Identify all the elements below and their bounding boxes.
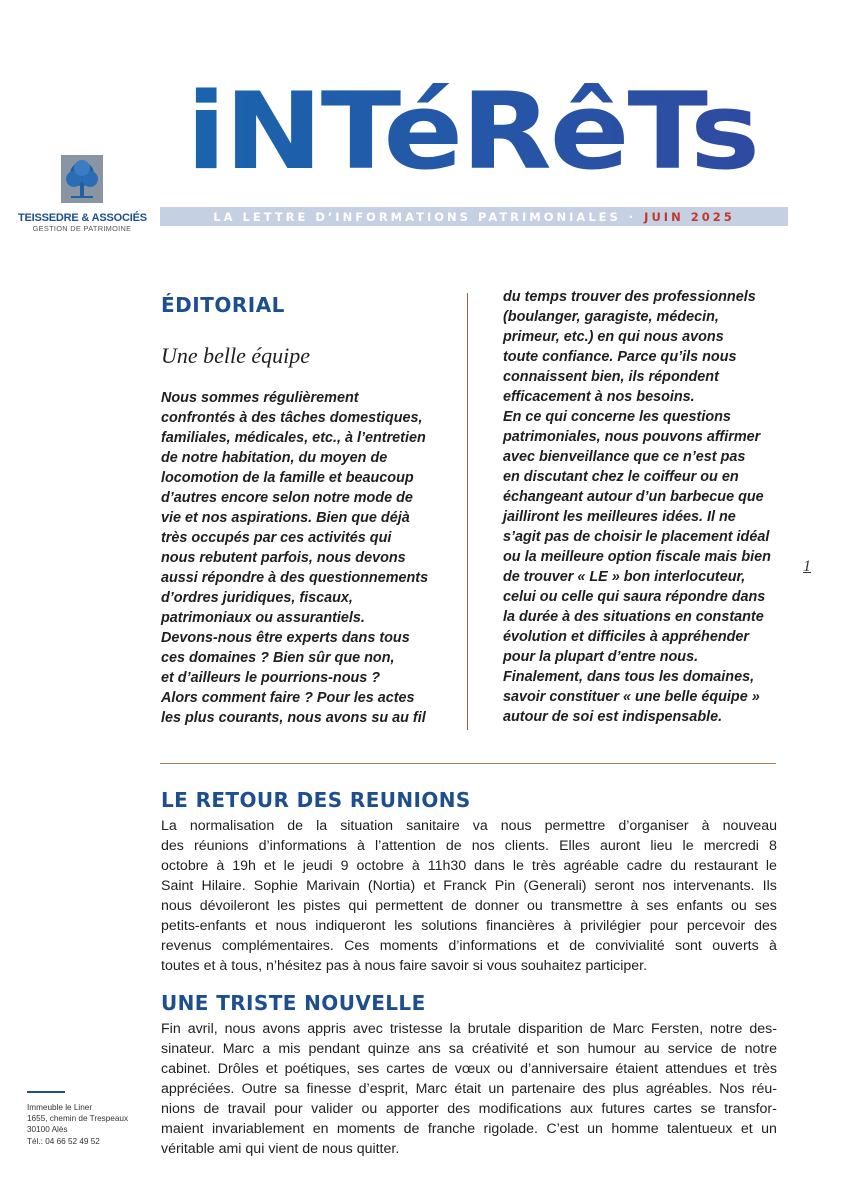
word: de <box>203 1101 220 1117</box>
word: Drôles <box>217 1061 259 1077</box>
word: intervenants. <box>673 878 755 894</box>
word: et <box>203 958 216 974</box>
word: à <box>216 858 225 874</box>
word: partenaire <box>511 1081 576 1097</box>
word: 8 <box>769 838 777 854</box>
editorial-line: En ce qui concerne les questions <box>503 409 731 425</box>
word: donner <box>474 898 520 914</box>
word: 19h <box>232 858 256 874</box>
editorial-line: patrimoniaux ou assurantiels. <box>161 610 365 626</box>
word: de <box>287 818 304 834</box>
word: véritable <box>161 1141 215 1157</box>
word: pas <box>325 958 349 974</box>
address-line: Tél.: 04 66 52 49 52 <box>27 1136 100 1146</box>
word: modifications <box>478 1101 562 1117</box>
word: dévoileront <box>199 898 270 914</box>
word: sont <box>675 938 702 954</box>
word: n’hésitez <box>265 958 322 974</box>
editorial-line: s’agit pas de choisir le placement idéal <box>503 529 770 545</box>
editorial-line: primeur, etc.) en qui nous avons <box>503 329 724 345</box>
word: et <box>547 938 559 954</box>
news-line <box>161 1079 777 1099</box>
word: d’organiser <box>618 818 689 834</box>
editorial-line: en discutant chez le coiffeur ou en <box>503 469 739 485</box>
editorial-line: d’ordres juridiques, fiscaux, <box>161 590 353 606</box>
word: situation <box>340 818 394 834</box>
word: à <box>219 958 228 974</box>
address-line: 30100 Alès <box>27 1125 68 1135</box>
word: Fersten, <box>651 1021 704 1037</box>
word: La <box>161 818 177 834</box>
word: sinateur. <box>161 1041 215 1057</box>
company-tagline: GESTION DE PATRIMOINE <box>32 224 132 233</box>
editorial-line: d’autres encore selon notre mode de <box>161 490 413 506</box>
word: cadre <box>626 858 663 874</box>
word: Ces <box>344 938 370 954</box>
word: cartes <box>653 1101 692 1117</box>
editorial-line: toute confiance. Parce qu’ils nous <box>503 349 737 365</box>
word: aux <box>570 1101 593 1117</box>
word: et <box>734 1061 747 1077</box>
address-line: Immeuble le Liner <box>27 1103 93 1112</box>
word: complémentaires. <box>221 938 334 954</box>
word: des <box>161 838 184 854</box>
editorial-line: très occupés par ces activités qui <box>161 530 392 546</box>
word: d’anniversaire <box>520 1061 609 1077</box>
editorial-subheading: Une belle équipe <box>161 343 311 368</box>
tree-logo-icon <box>61 155 103 203</box>
word: financières <box>486 918 555 934</box>
word: Sophie <box>253 878 298 894</box>
word: le <box>283 858 295 874</box>
word: 9 <box>340 858 349 874</box>
word: talentueux <box>667 1121 733 1137</box>
word: Hilaire. <box>201 878 246 894</box>
word: nous <box>364 958 396 974</box>
word: privilégier <box>580 918 641 934</box>
word: un <box>587 1121 603 1137</box>
news-body <box>161 1019 777 1159</box>
word: le <box>682 838 694 854</box>
word: (Generali) <box>523 878 587 894</box>
editorial-line: les plus courants, nous avons su au fil <box>161 710 426 726</box>
word: humour <box>587 1041 636 1057</box>
editorial-line: Finalement, dans tous les domaines, <box>503 669 755 685</box>
editorial-line: pour la plupart d’entre nous. <box>503 649 699 665</box>
word: la <box>316 818 328 834</box>
editorial-line: de trouver « LE » bon interlocuteur, <box>503 569 746 585</box>
word: avec <box>352 1021 383 1037</box>
editorial-line: autour de soi est indispensable. <box>503 709 723 725</box>
word: agréables. <box>645 1081 713 1097</box>
editorial-line: vie et nos aspirations. Bien que déjà <box>161 510 410 526</box>
meetings-line <box>161 876 777 896</box>
editorial-line: aussi répondre à des questionnements <box>161 570 429 586</box>
page-number: 1 <box>803 558 811 575</box>
word: à <box>769 938 777 954</box>
word: de <box>445 838 462 854</box>
word: les <box>394 918 413 934</box>
word: 11h30 <box>427 858 467 874</box>
word: souhaitez <box>520 958 582 974</box>
word: réunions <box>194 838 249 854</box>
word: et <box>263 858 276 874</box>
word: de <box>403 1121 420 1137</box>
editorial-line: efficacement à nos besoins. <box>503 389 695 405</box>
word: Marc <box>415 1081 448 1097</box>
word: notre <box>710 1021 743 1037</box>
word: valider <box>311 1101 353 1117</box>
word: ses <box>646 898 669 914</box>
editorial-line: de notre habitation, du moyen de <box>161 450 388 466</box>
word: Elles <box>559 838 590 854</box>
editorial-line: connaissent bien, ils répondent <box>503 369 719 385</box>
word: Fin <box>161 1021 181 1037</box>
word: les <box>277 898 296 914</box>
word: cartes <box>386 1061 425 1077</box>
word: indiqueront <box>315 918 386 934</box>
meetings-line <box>161 916 777 936</box>
company-name: TEISSEDRE & ASSOCIÉS <box>18 212 147 224</box>
word: d’esprit, <box>358 1081 409 1097</box>
word: permettre <box>544 818 606 834</box>
news-line <box>161 1039 777 1059</box>
word: appris <box>307 1021 346 1037</box>
word: et <box>740 1121 753 1137</box>
editorial-line: échangeant autour d’un barbecue que <box>503 489 764 505</box>
word: Saint <box>161 878 194 894</box>
word: seront <box>594 878 635 894</box>
word: apporter <box>385 1101 439 1117</box>
word: cabinet. <box>161 1061 211 1077</box>
word: était <box>454 1081 482 1097</box>
word: ami <box>218 1141 242 1157</box>
company-logo <box>18 155 146 233</box>
word: ou <box>527 898 543 914</box>
word: nous <box>161 898 192 914</box>
word: qui <box>348 898 368 914</box>
word: nions <box>161 1101 195 1117</box>
editorial-line: patrimoniales, nous pouvons affirmer <box>503 429 761 445</box>
word: Marc <box>222 1041 255 1057</box>
address-line: 1655, chemin de Trespeaux <box>27 1114 129 1124</box>
editorial-line: locomotion de la famille et beaucoup <box>161 470 414 486</box>
word: avons <box>262 1021 301 1037</box>
news-line <box>161 1119 777 1139</box>
word: restaurant <box>694 858 758 874</box>
word: pistes <box>303 898 341 914</box>
meetings-line <box>161 936 777 956</box>
word: nous <box>321 1141 353 1157</box>
word: convivialité <box>595 938 665 954</box>
word: Outre <box>241 1081 278 1097</box>
word: et <box>423 878 436 894</box>
word: Nos <box>719 1081 745 1097</box>
word: tous, <box>231 958 263 974</box>
word: un <box>488 1081 505 1097</box>
word: transfor- <box>724 1101 777 1117</box>
word: vient <box>268 1141 299 1157</box>
footer-rule <box>27 1091 65 1093</box>
meetings-line <box>161 896 777 916</box>
editorial-left-column <box>161 388 428 728</box>
word: à <box>630 898 639 914</box>
word: finesse <box>306 1081 352 1097</box>
word: sa <box>448 1041 464 1057</box>
word: poétiques, <box>284 1061 351 1077</box>
word: étaient <box>615 1061 659 1077</box>
word: toutes <box>161 958 200 974</box>
word: quitter. <box>356 1141 400 1157</box>
word: Marivain <box>306 878 360 894</box>
word: à <box>563 918 572 934</box>
word: percevoir <box>686 918 746 934</box>
editorial-line: nous rebutent parfois, nous devons <box>161 550 406 566</box>
word: brutale <box>467 1021 512 1037</box>
word: maient <box>161 1121 204 1137</box>
word: ou <box>497 1061 514 1077</box>
word: d’informations <box>448 938 537 954</box>
word: normalisation <box>189 818 275 834</box>
word: jeudi <box>302 858 333 874</box>
word: ou <box>361 1101 378 1117</box>
word: attendues <box>665 1061 728 1077</box>
word: au <box>643 1041 660 1057</box>
word: octobre <box>161 858 209 874</box>
office-address <box>27 1102 128 1147</box>
news-line <box>161 1019 777 1039</box>
word: d’informations <box>258 838 347 854</box>
word: participer. <box>585 958 648 974</box>
word: transmettre <box>550 898 623 914</box>
editorial-line: familiales, médicales, etc., à l’entretien <box>161 430 426 446</box>
word: futures <box>601 1101 645 1117</box>
word: dans <box>474 858 505 874</box>
word: appréciées. <box>161 1081 235 1097</box>
word: ans <box>417 1041 441 1057</box>
word: de <box>302 1141 319 1157</box>
editorial-line: jailliront les meilleures idées. Il ne <box>503 509 736 525</box>
word: à <box>411 858 420 874</box>
word: rigolade. <box>483 1121 538 1137</box>
news-line <box>161 1059 777 1079</box>
word: son <box>556 1041 580 1057</box>
editorial-line: celui ou celle qui saura répondre dans <box>503 589 766 605</box>
word: C’est <box>546 1121 579 1137</box>
issue-date: JUIN 2025 <box>644 209 735 224</box>
meetings-body <box>161 816 777 976</box>
word: homme <box>611 1121 659 1137</box>
news-heading: UNE TRISTE NOUVELLE <box>161 991 426 1015</box>
word: des <box>754 918 777 934</box>
editorial-line: Devons-nous être experts dans tous <box>161 630 410 646</box>
editorial-line: ces domaines ? Bien sûr que non, <box>161 650 395 666</box>
word: de <box>431 1061 448 1077</box>
word: des <box>582 1081 606 1097</box>
editorial-right-column <box>503 287 771 727</box>
editorial-line: confrontés à des tâches domestiques, <box>161 410 423 426</box>
word: franche <box>427 1121 476 1137</box>
word: Marc <box>612 1021 645 1037</box>
word: clients. <box>504 838 549 854</box>
word: quinze <box>367 1041 410 1057</box>
editorial-line: savoir constituer « une belle équipe » <box>503 689 760 705</box>
word: se <box>700 1101 716 1117</box>
word: sanitaire <box>406 818 460 834</box>
word: va <box>472 818 488 834</box>
word: très <box>531 858 556 874</box>
word: a <box>262 1041 271 1057</box>
news-line <box>161 1099 777 1119</box>
word: auront <box>599 838 641 854</box>
word: invariablement <box>212 1121 305 1137</box>
word: lieu <box>650 838 673 854</box>
newsletter-subtitle: LA LETTRE D’INFORMATIONS PATRIMONIALES <box>213 209 621 224</box>
word: nos <box>471 838 495 854</box>
word: créativité <box>471 1041 529 1057</box>
section-divider <box>160 763 776 764</box>
word: à <box>701 818 710 834</box>
meetings-line <box>161 956 777 976</box>
word: pour <box>649 918 679 934</box>
word: réu- <box>751 1081 777 1097</box>
word: et <box>265 1061 278 1077</box>
word: Franck <box>443 878 487 894</box>
word: et <box>536 1041 549 1057</box>
column-divider <box>467 293 468 730</box>
word: solutions <box>421 918 478 934</box>
word: ses <box>357 1061 380 1077</box>
editorial-line: et d’ailleurs le pourrions-nous ? <box>161 670 381 686</box>
word: nous <box>500 818 532 834</box>
word: savoir <box>430 958 469 974</box>
word: du <box>670 858 687 874</box>
editorial-line: évolution et difficiles à appréhender <box>503 629 750 645</box>
word: le <box>765 858 777 874</box>
meetings-heading: LE RETOUR DES REUNIONS <box>161 788 471 812</box>
masthead-wordmark <box>182 70 762 190</box>
word: de <box>569 938 585 954</box>
word: petits-enfants <box>161 918 247 934</box>
word: notre <box>744 1041 777 1057</box>
word: vous <box>486 958 517 974</box>
word: un <box>761 1121 777 1137</box>
word: nouveau <box>722 818 777 834</box>
editorial-line: la durée à des situations en constante <box>503 609 764 625</box>
word: très <box>753 1061 777 1077</box>
masthead-title-text: iNTéRêTs <box>186 70 758 190</box>
word: l’attention <box>375 838 436 854</box>
word: disparition <box>518 1021 583 1037</box>
editorial-line: du temps trouver des professionnels <box>503 289 756 305</box>
meetings-line <box>161 856 777 876</box>
word: le <box>512 858 524 874</box>
editorial-line: ou la meilleure option fiscale mais bien <box>503 549 771 565</box>
word: ou <box>730 898 747 914</box>
word: enfants <box>676 898 723 914</box>
word: ses <box>754 898 777 914</box>
word: mercredi <box>703 838 759 854</box>
editorial-heading: ÉDITORIAL <box>161 293 285 317</box>
word: nos <box>642 878 666 894</box>
word: permettent <box>375 898 444 914</box>
word: des- <box>749 1021 777 1037</box>
word: en <box>312 1121 329 1137</box>
word: ouverts <box>712 938 759 954</box>
word: à <box>357 838 365 854</box>
word: travail <box>227 1101 266 1117</box>
editorial-line: Alors comment faire ? Pour les actes <box>161 690 415 706</box>
word: de <box>589 1021 606 1037</box>
word: vœux <box>454 1061 491 1077</box>
meetings-line <box>161 836 777 856</box>
word: qui <box>245 1141 265 1157</box>
word: Pin <box>494 878 516 894</box>
word: avril, <box>187 1021 218 1037</box>
word: mis <box>278 1041 301 1057</box>
word: la <box>449 1021 461 1037</box>
word: moments <box>336 1121 396 1137</box>
subtitle-bar <box>160 207 788 226</box>
word: de <box>451 898 467 914</box>
word: sa <box>284 1081 300 1097</box>
word: tristesse <box>389 1021 443 1037</box>
word: et <box>255 918 267 934</box>
editorial-line: Nous sommes régulièrement <box>161 390 359 406</box>
word: moments <box>379 938 439 954</box>
word: Ils <box>762 878 777 894</box>
masthead-title <box>182 70 762 190</box>
word: nous <box>275 918 307 934</box>
subtitle-separator: · <box>628 209 637 224</box>
word: service <box>667 1041 713 1057</box>
word: octobre <box>356 858 404 874</box>
word: pour <box>274 1101 303 1117</box>
news-line <box>161 1139 777 1159</box>
word: nous <box>224 1021 256 1037</box>
word: faire <box>399 958 427 974</box>
word: agréable <box>563 858 619 874</box>
word: des <box>447 1101 471 1117</box>
editorial-line: (boulanger, garagiste, médecin, <box>503 309 719 325</box>
word: si <box>472 958 483 974</box>
word: (Nortia) <box>367 878 416 894</box>
word: pendant <box>308 1041 360 1057</box>
word: à <box>352 958 361 974</box>
word: plus <box>612 1081 639 1097</box>
word: de <box>720 1041 737 1057</box>
word: revenus <box>161 938 212 954</box>
editorial-line: avec bienveillance que ce n’est pas <box>503 449 746 465</box>
meetings-line <box>161 816 777 836</box>
